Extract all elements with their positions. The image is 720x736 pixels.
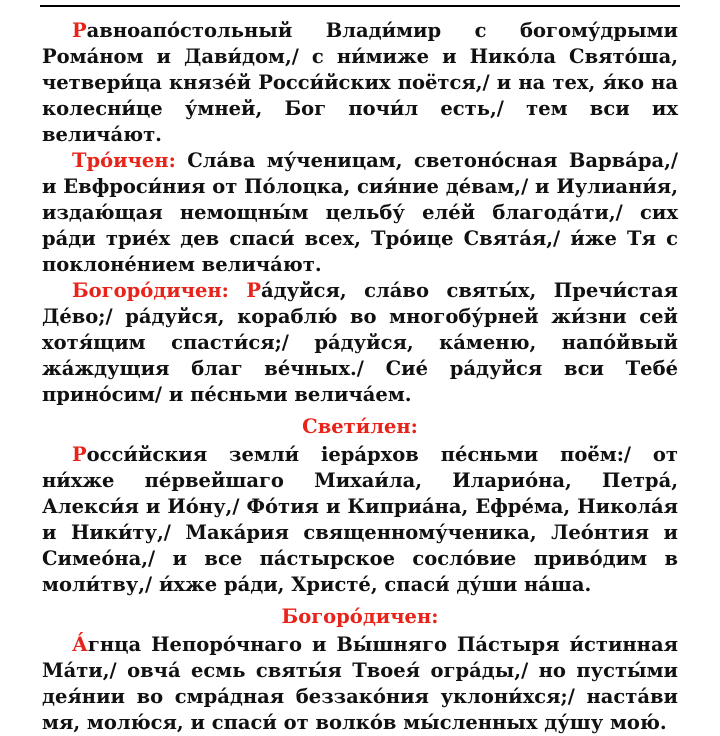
initial-letter: А́ xyxy=(72,633,88,656)
text-block xyxy=(42,18,678,736)
paragraph-svetilen xyxy=(42,442,678,598)
initial-letter: Р xyxy=(246,279,262,302)
heading-bogorodichen: Богоро́дичен: xyxy=(281,605,439,628)
paragraph-text: а́дуйся, сла́во святы́х, Пречи́стая Де́во;/ ра́дуйся, кораблю́ во многобу́рней жи́зни сей хотя́щим спасти́ся;/ ра́дуйся, ка́меню, напо́йвый жа́ждущия благ ве́чных./ Сие́ ра́дуйся вси Тебе́ прино́сим/ и пе́сньми велича́ем. xyxy=(42,279,678,406)
paragraph-troichen xyxy=(42,148,678,278)
paragraph-exapostilarion xyxy=(42,18,678,148)
top-rule xyxy=(40,5,680,7)
bogorodichen-label: Богоро́дичен: xyxy=(72,279,247,302)
paragraph-text: авноапо́стольный Влади́мир с богому́дрыми Рома́ном и Дави́дом,/ с ни́миже и Нико́ла Свято́ша, четвери́ца князе́й Росси́йских поётся,/ и на тех, я́ко на колесни́це у́мней, Бог почи́л есть,/ тем вси их велича́ют. xyxy=(42,19,678,146)
paragraph-bogorodichen-2 xyxy=(42,632,678,736)
paragraph-text: осси́йския земли́ iера́рхов пе́сньми поё́м:/ от ни́хже пе́рвейшаго Михаи́ла, Иларио́на, Петра́, Алекси́я и Ио́ну,/ Фо́тия и Киприа́на, Ефре́ма, Никола́я и Ники́ту,/ Мака́рия священному́ченика, Лео́нтия и Симео́на,/ и все па́стырское сосло́вие приво́дим в моли́тву,/ и́хже ра́ди, Христе́, спаси́ ду́ши на́ша. xyxy=(42,443,678,596)
paragraph-bogorodichen-1 xyxy=(42,278,678,408)
paragraph-text: Сла́ва му́ченицам, светоно́сная Варва́ра,/ и Евфроси́ния от По́лоцка, сия́ние де́вам,/ и Иулиани́я, издаю́щая немощны́м цельбу́ еле́й благода́ти,/ сих ра́ди трие́х дев спаси́ всех, Тро́ице Свята́я,/ и́же Тя с поклоне́нием велича́ют. xyxy=(42,149,678,276)
initial-letter: Р xyxy=(72,443,87,466)
troichen-label: Тро́ичен: xyxy=(72,149,188,172)
paragraph-text: гнца Непоро́чнаго и Вы́шняго Па́стыря и́стинная Ма́ти,/ овча́ есмь святы́я Твоея́ огра́ды,/ но пусты́ми дея́нии во смра́дная беззако́ния уклони́хся;/ наста́ви мя, молю́ся, и спаси́ от волко́в мы́сленных ду́шу мою́. xyxy=(42,633,678,734)
initial-letter: Р xyxy=(72,19,87,42)
heading-svetilen: Свети́лен: xyxy=(302,415,418,438)
